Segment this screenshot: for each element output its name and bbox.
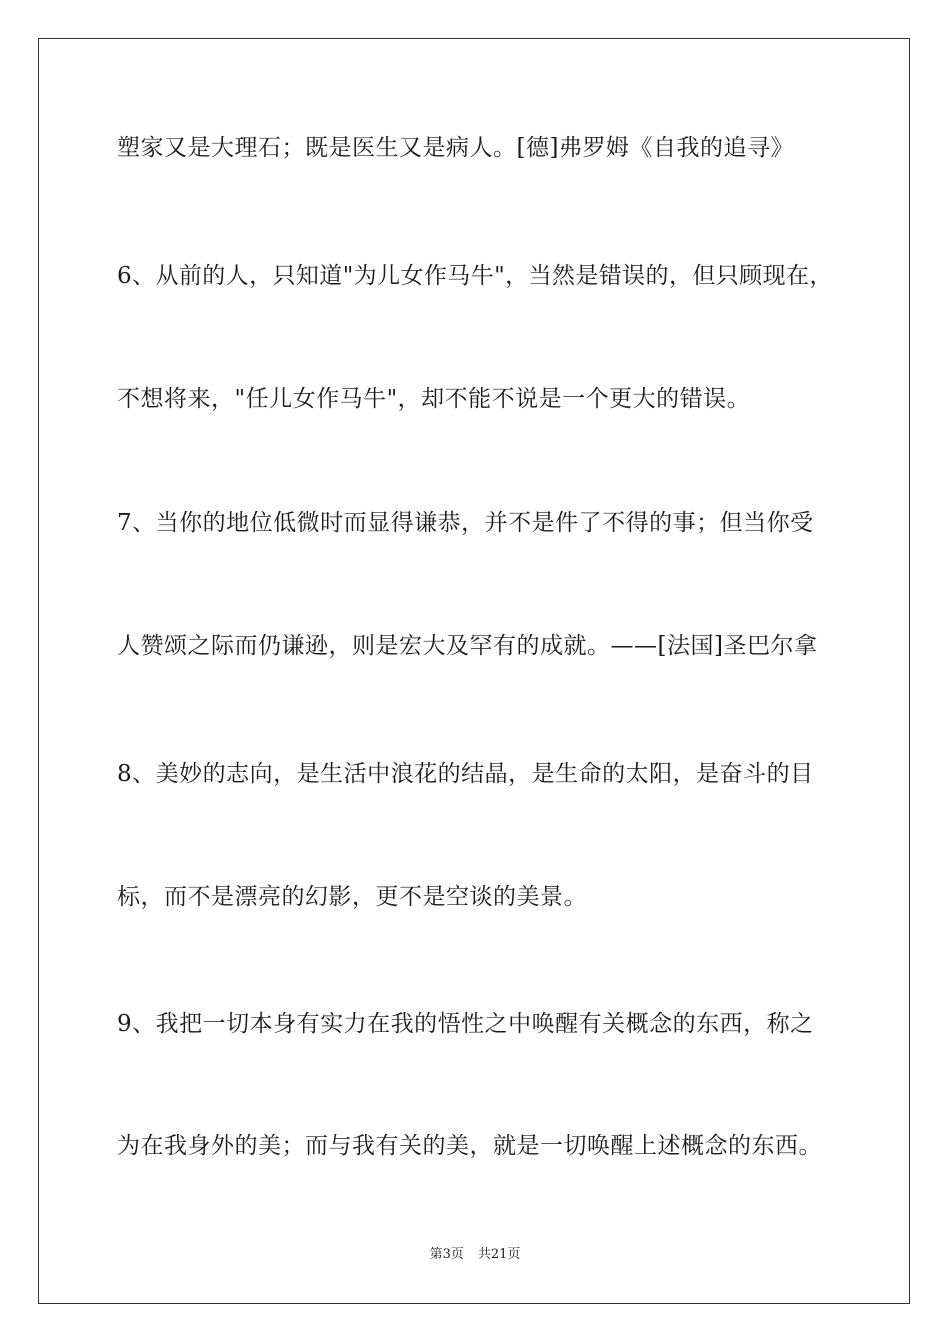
text-line-6: 8、美妙的志向，是生活中浪花的结晶，是生命的太阳，是奋斗的目 (117, 761, 814, 787)
total-pages: 共21页 (477, 1247, 521, 1262)
page-number: 第3页 (429, 1247, 464, 1262)
text-line-8: 9、我把一切本身有实力在我的悟性之中唤醒有关概念的东西，称之 (117, 1011, 814, 1037)
text-line-4: 7、当你的地位低微时而显得谦恭，并不是件了不得的事；但当你受 (117, 510, 814, 536)
text-line-3: 不想将来，"任儿女作马牛"，却不能不说是一个更大的错误。 (117, 386, 751, 412)
text-line-2: 6、从前的人，只知道"为儿女作马牛"，当然是错误的，但只顾现在， (117, 263, 833, 289)
text-line-1: 塑家又是大理石；既是医生又是病人。[德]弗罗姆《自我的追寻》 (117, 135, 794, 161)
text-line-7: 标，而不是漂亮的幻影，更不是空谈的美景。 (117, 884, 587, 910)
page-footer (0, 1247, 950, 1263)
text-line-9: 为在我身外的美；而与我有关的美，就是一切唤醒上述概念的东西。 (117, 1133, 822, 1159)
page-border (38, 38, 910, 1304)
text-line-5: 人赞颂之际而仍谦逊，则是宏大及罕有的成就。——[法国]圣巴尔拿 (117, 633, 818, 659)
